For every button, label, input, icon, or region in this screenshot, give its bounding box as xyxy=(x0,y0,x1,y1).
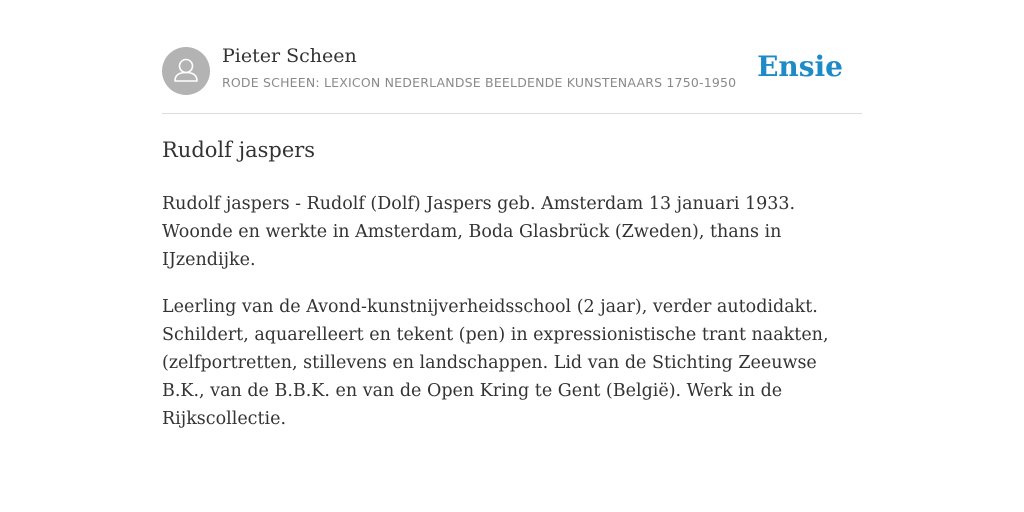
user-silhouette-icon xyxy=(162,47,210,95)
entry-header xyxy=(162,0,862,114)
author-name[interactable]: Pieter Scheen xyxy=(222,45,357,67)
ensie-logo[interactable]: Ensie xyxy=(757,50,843,83)
author-avatar[interactable] xyxy=(162,47,210,95)
entry-card xyxy=(162,0,862,429)
source-label[interactable]: RODE SCHEEN: LEXICON NEDERLANDSE BEELDENDE KUNSTENAARS 1750-1950 xyxy=(222,75,737,90)
body-paragraph: Leerling van de Avond-kunstnijverheidsschool (2 jaar), verder autodidakt. Schildert, aquarelleert en tekent (pen) in expressionistische trant naakten, (zelfportretten, stillevens en landschappen. Lid van de Stichting Zeeuwse B.K., van de B.B.K. en van de Open Kring te Gent (België). Werk in de Rijkscollectie. xyxy=(162,297,829,429)
body-paragraph: Rudolf jaspers - Rudolf (Dolf) Jaspers geb. Amsterdam 13 januari 1933. Woonde en werkte in Amsterdam, Boda Glasbrück (Zweden), thans in IJzendijke. xyxy=(162,194,796,270)
entry-body xyxy=(162,190,862,452)
entry-title: Rudolf jaspers xyxy=(162,138,316,162)
